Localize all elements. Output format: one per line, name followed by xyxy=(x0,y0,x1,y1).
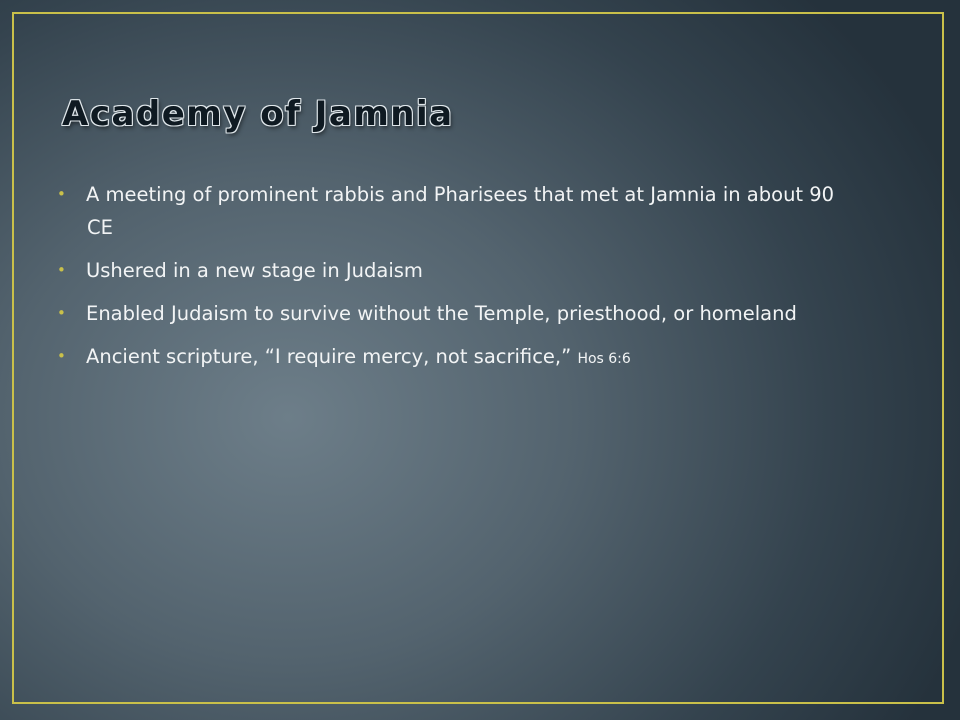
bullet-text: Enabled Judaism to survive without the Temple, priesthood, or homeland xyxy=(86,302,797,325)
bullet-text: Ancient scripture, “I require mercy, not sacrifice,” xyxy=(86,345,578,368)
bullet-icon: • xyxy=(57,261,66,279)
bullet-icon: • xyxy=(57,185,66,203)
slide-title: Academy of Jamnia xyxy=(62,94,454,134)
bullet-item-new-stage xyxy=(58,254,848,287)
bullet-item-meeting xyxy=(58,178,848,244)
bullet-list xyxy=(58,178,848,386)
bullet-icon: • xyxy=(57,347,66,365)
scripture-citation: Hos 6:6 xyxy=(577,351,631,367)
bullet-text: Ushered in a new stage in Judaism xyxy=(86,259,423,282)
bullet-icon: • xyxy=(57,304,66,322)
bullet-item-scripture xyxy=(58,340,848,376)
bullet-text: A meeting of prominent rabbis and Pharisees that met at Jamnia in about 90 CE xyxy=(86,183,835,239)
bullet-item-survive xyxy=(58,297,848,330)
